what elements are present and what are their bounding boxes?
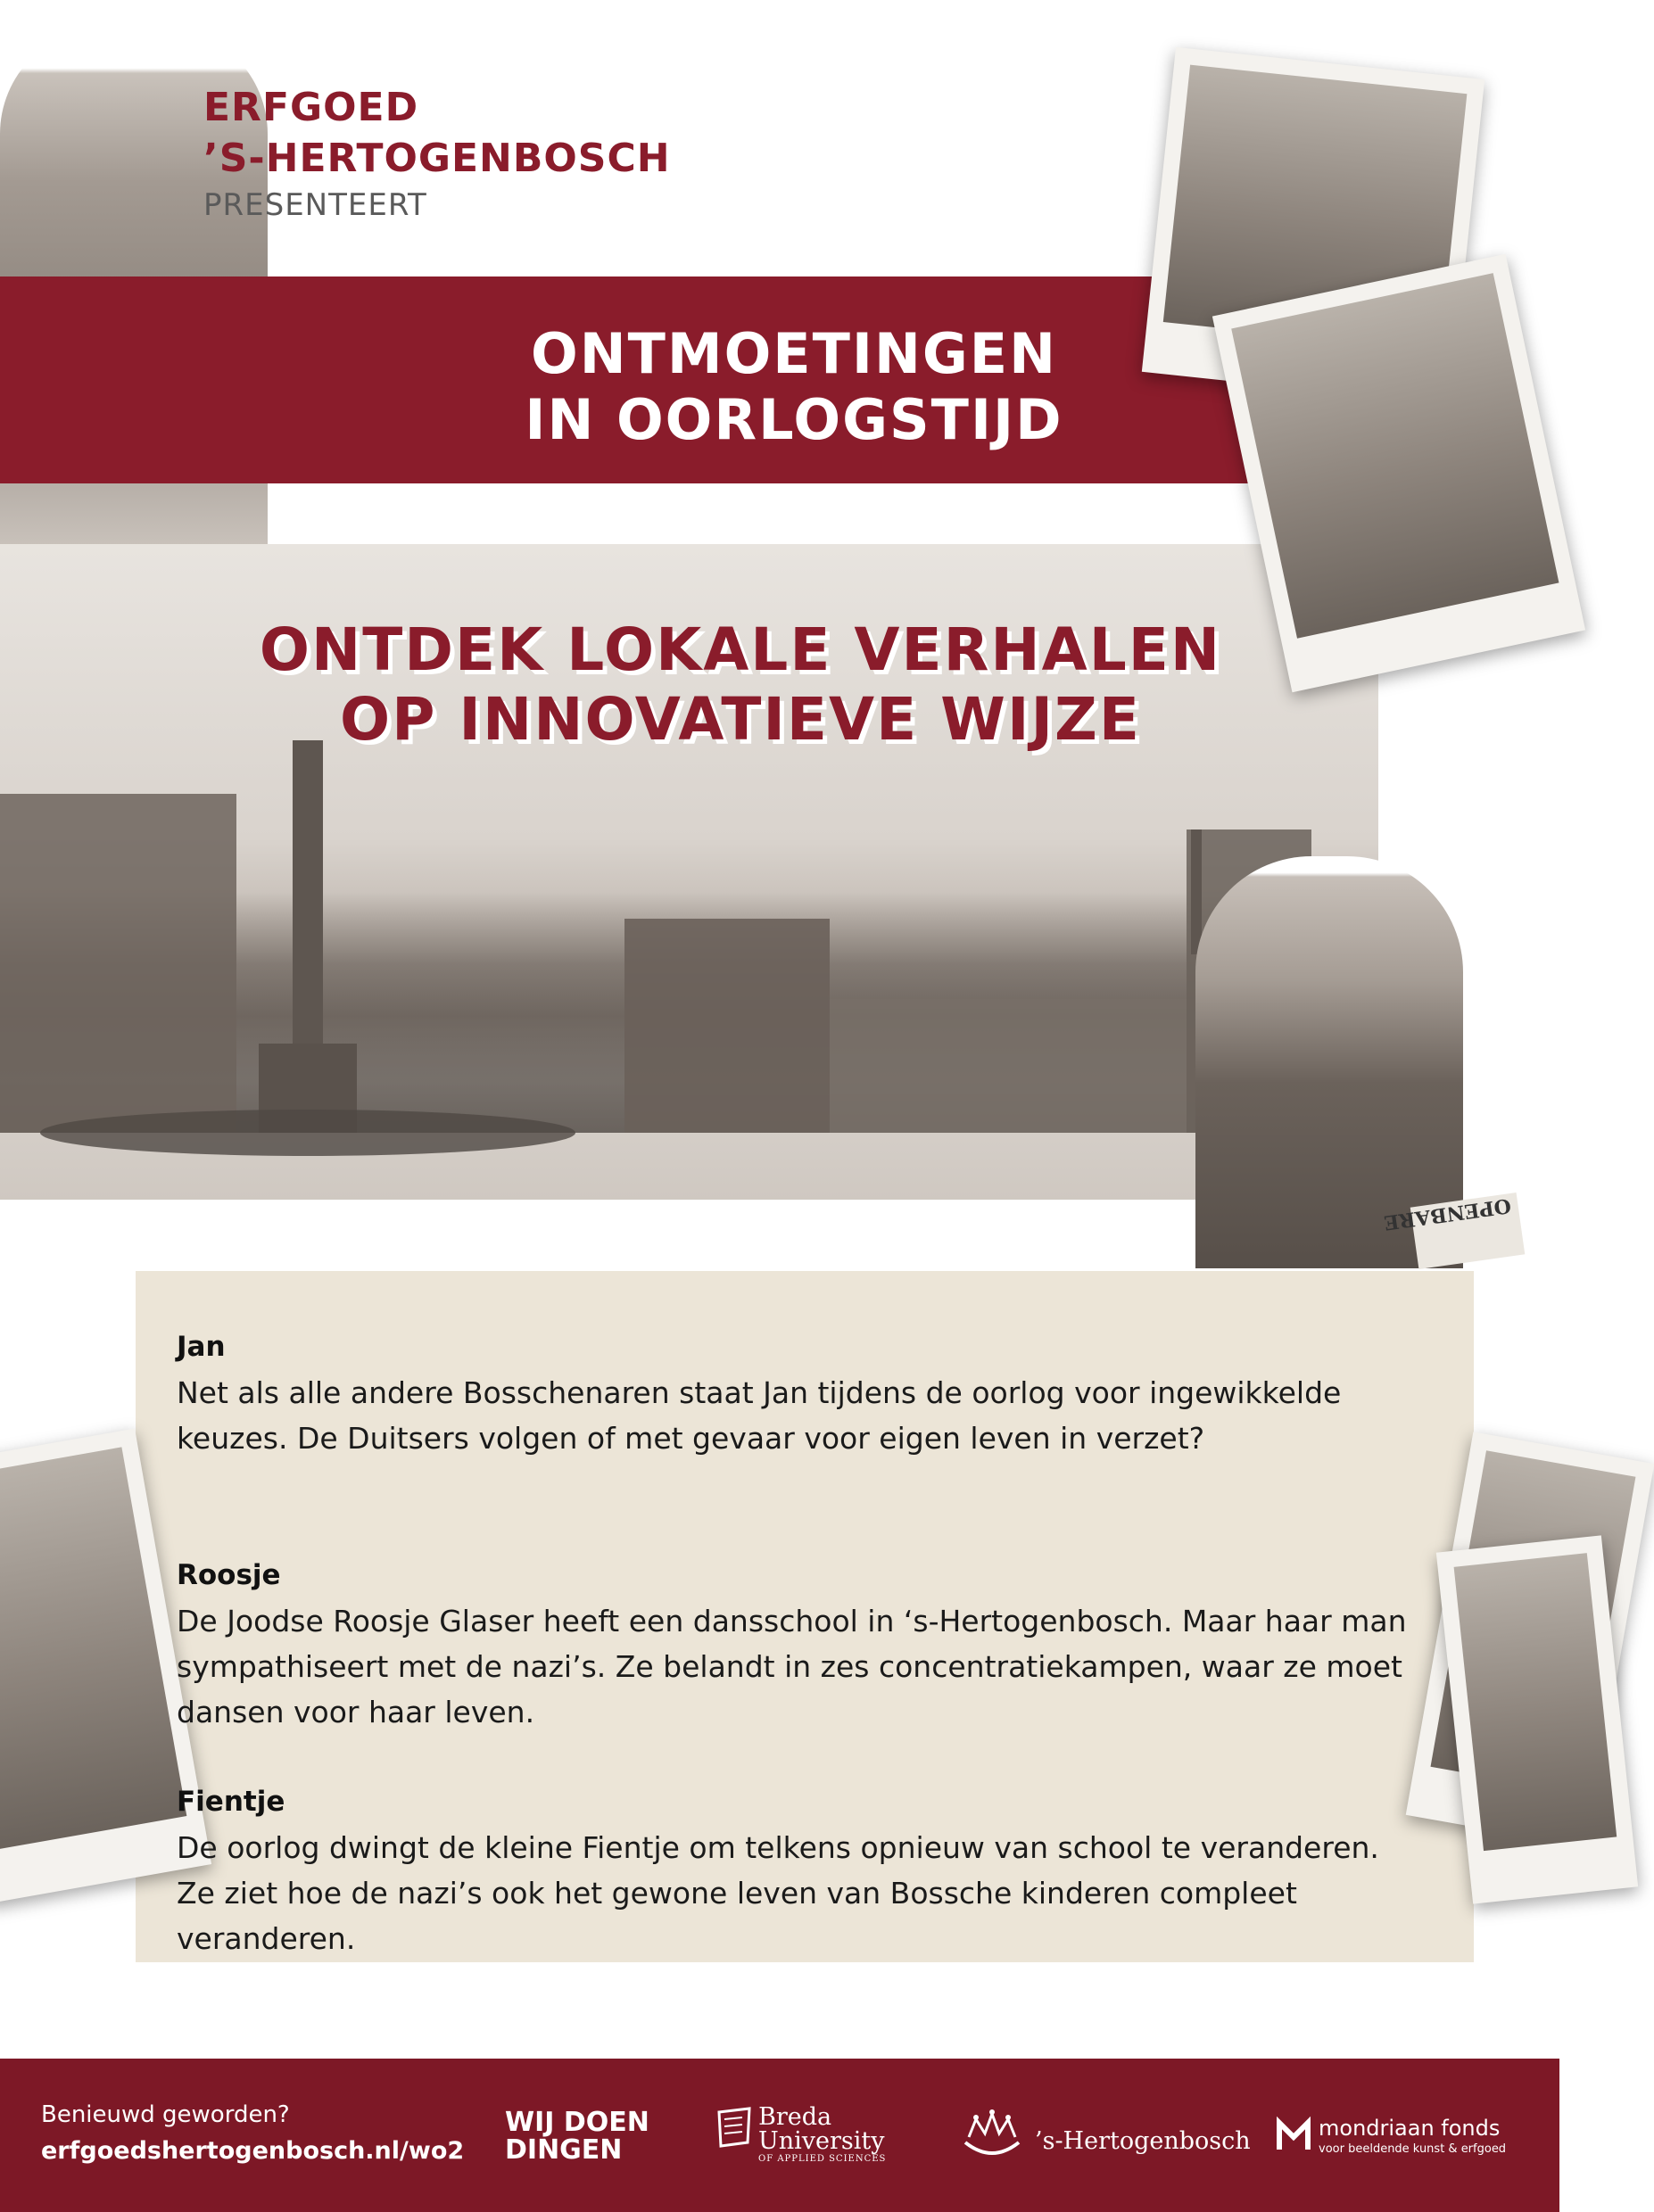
hero-title-line2: OP INNOVATIEVE WIJZE <box>339 685 1142 754</box>
story-text-jan: Net als alle andere Bosschenaren staat Jan tijdens de oorlog voor ingewikkelde keuzes. De Duitsers volgen of met gevaar voor eigen leven in verzet? <box>177 1375 1342 1456</box>
breda-sub: OF APPLIED SCIENCES <box>758 2154 887 2164</box>
org-name-line1: ERFGOED <box>203 85 419 130</box>
polaroid-barracks-image <box>1231 273 1559 639</box>
newspaper-clipping <box>1382 1193 1526 1269</box>
breda-line2: University <box>758 2127 885 2155</box>
s-hertogenbosch-logo-text: ’s-Hertogenbosch <box>1035 2127 1251 2155</box>
breda-ship-icon <box>715 2107 753 2153</box>
footer-question: Benieuwd geworden? <box>41 2101 290 2128</box>
org-name-line2: ’S-HERTOGENBOSCH <box>203 136 671 181</box>
hero-title <box>205 615 1276 755</box>
story-name-roosje: Roosje <box>177 1559 281 1591</box>
page-title-line2: IN OORLOGSTIJD <box>525 387 1063 452</box>
newspaper-headline: OPENBARE <box>1382 1193 1513 1234</box>
breda-university-logo <box>758 2105 886 2166</box>
presents-label: PRESENTEERT <box>203 187 427 223</box>
story-name-jan: Jan <box>177 1331 226 1363</box>
mondriaan-name: mondriaan fonds <box>1319 2116 1501 2141</box>
city-crown-emblem-icon <box>956 2107 1028 2166</box>
page-title <box>482 321 1106 453</box>
wij-doen-dingen-logo <box>505 2109 649 2164</box>
mondriaan-m-icon <box>1276 2119 1311 2151</box>
mondriaan-fonds-logo <box>1319 2116 1506 2156</box>
story-name-fientje: Fientje <box>177 1786 285 1818</box>
story-text-roosje: De Joodse Roosje Glaser heeft een dansschool in ‘s-Hertogenbosch. Maar haar man sympathiseert met de nazi’s. Ze belandt in zes concentratiekampen, waar ze moet dansen voor haar leven. <box>177 1604 1407 1729</box>
mondriaan-sub: voor beeldende kunst & erfgoed <box>1319 2142 1507 2156</box>
wdd-line1: WIJ DOEN <box>505 2107 649 2138</box>
hero-title-line1: ONTDEK LOKALE VERHALEN <box>259 615 1222 684</box>
page-title-line1: ONTMOETINGEN <box>530 321 1058 386</box>
polaroid-trees-right-image <box>1454 1553 1617 1851</box>
breda-line1: Breda <box>758 2103 832 2131</box>
wdd-line2: DINGEN <box>505 2134 623 2166</box>
story-text-fientje: De oorlog dwingt de kleine Fientje om telkens opnieuw van school te veranderen. Ze ziet hoe de nazi’s ook het gewone leven van Bossche kinderen compleet veranderen. <box>177 1830 1379 1956</box>
footer-url-link[interactable]: erfgoedshertogenbosch.nl/wo2 <box>41 2137 465 2165</box>
